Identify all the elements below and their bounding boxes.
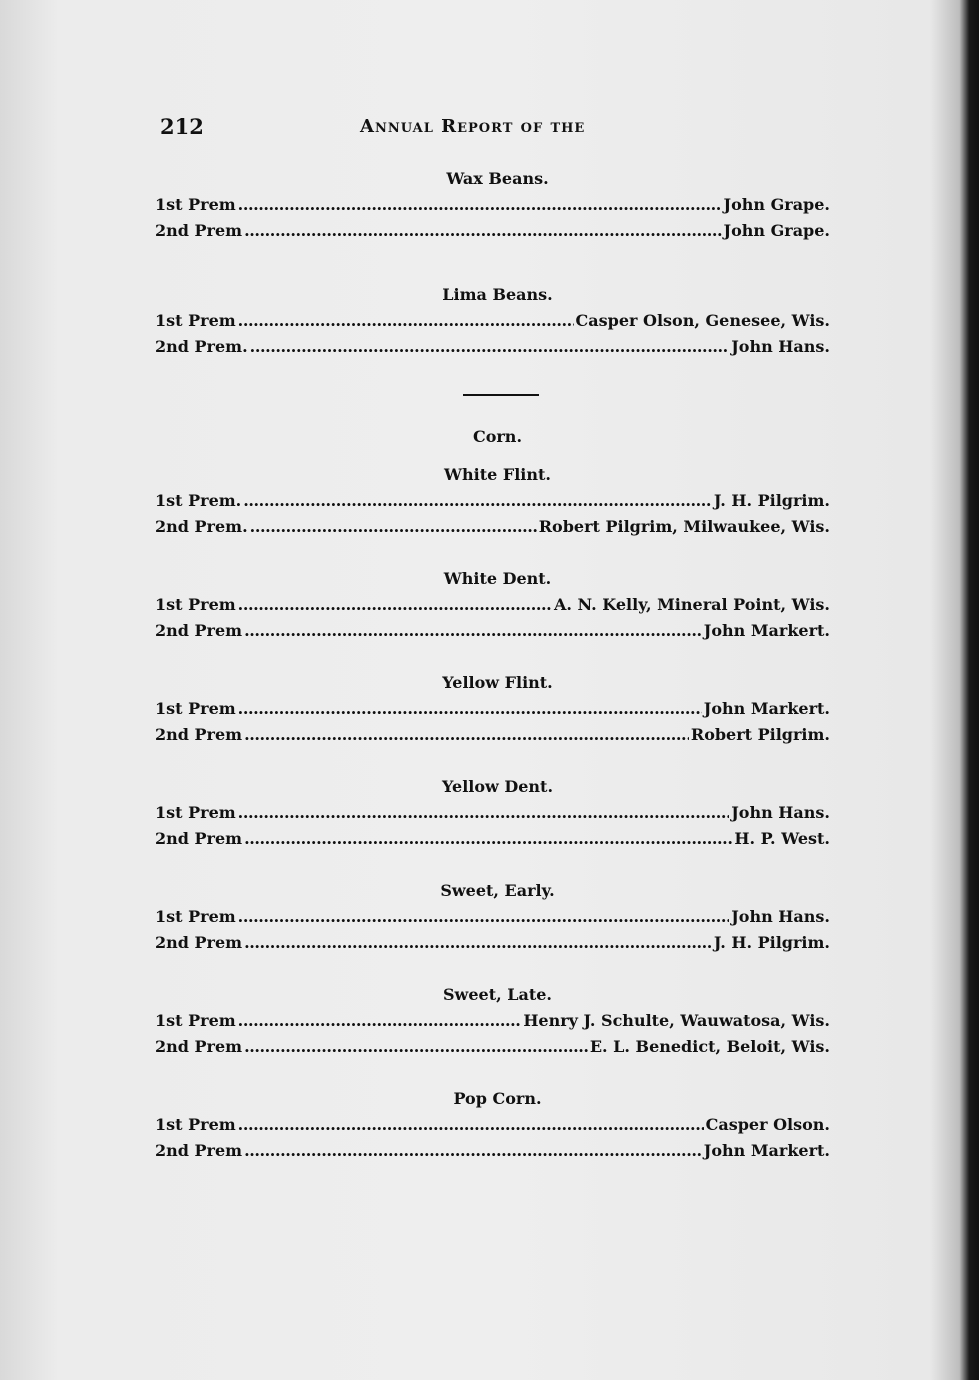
section-wax-beans [155,166,830,244]
dot-leader [244,1034,588,1060]
place-label: 1st Prem [155,1011,236,1030]
winner-name: E. L. Benedict, Beloit, Wis. [589,1037,830,1056]
premium-row [155,1138,830,1164]
place-label: 2nd Prem. [155,517,248,536]
dot-leader [238,904,730,930]
section-heading: Wax Beans. [446,169,549,188]
premium-row [155,592,830,618]
place-label: 1st Prem [155,803,236,822]
dot-leader [243,488,712,514]
winner-name: Casper Olson, Genesee, Wis. [575,311,830,330]
section-heading: Sweet, Late. [443,985,552,1004]
premium-row [155,192,830,218]
premium-row [155,1008,830,1034]
section-heading: White Flint. [444,465,551,484]
dot-leader [238,696,702,722]
section-yellow-flint [155,670,830,748]
winner-name: John Hans. [731,907,830,926]
dot-leader [238,1008,522,1034]
premium-row [155,1112,830,1138]
section-heading: White Dent. [443,569,552,588]
dot-leader [250,334,730,360]
page-number: 212 [160,114,204,139]
place-label: 1st Prem [155,699,236,718]
running-title: Annual Report of the [360,116,586,137]
section-white-flint [155,462,830,540]
section-heading: Lima Beans. [442,285,553,304]
section-lima-beans [155,282,830,360]
premium-list [155,166,830,1164]
winner-name: Casper Olson. [705,1115,830,1134]
premium-row [155,826,830,852]
premium-row [155,618,830,644]
premium-row [155,722,830,748]
dot-leader [244,218,721,244]
section-heading: Pop Corn. [453,1089,542,1108]
premium-row [155,334,830,360]
place-label: 1st Prem [155,195,236,214]
dot-leader [244,1138,702,1164]
premium-row [155,218,830,244]
premium-row [155,514,830,540]
section-white-dent [155,566,830,644]
winner-name: A. N. Kelly, Mineral Point, Wis. [554,595,830,614]
dot-leader [250,514,537,540]
winner-name: John Hans. [731,803,830,822]
place-label: 1st Prem [155,907,236,926]
dot-leader [238,1112,704,1138]
winner-name: Robert Pilgrim. [690,725,830,744]
dot-leader [244,722,689,748]
place-label: 1st Prem [155,1115,236,1134]
place-label: 2nd Prem [155,621,243,640]
winner-name: John Grape. [723,221,830,240]
place-label: 2nd Prem [155,1141,243,1160]
dot-leader [244,618,702,644]
winner-name: John Grape. [723,195,830,214]
section-sweet-late [155,982,830,1060]
section-pop-corn [155,1086,830,1164]
page-header [160,114,830,144]
dot-leader [244,930,712,956]
winner-name: H. P. West. [734,829,830,848]
winner-name: Robert Pilgrim, Milwaukee, Wis. [538,517,830,536]
section-sweet-early [155,878,830,956]
place-label: 1st Prem. [155,491,242,510]
section-heading: Yellow Flint. [442,673,553,692]
winner-name: John Markert. [703,699,830,718]
section-yellow-dent [155,774,830,852]
premium-row [155,1034,830,1060]
winner-name: John Hans. [731,337,830,356]
premium-row [155,696,830,722]
dot-leader [238,592,552,618]
winner-name: John Markert. [703,1141,830,1160]
dot-leader [244,826,732,852]
premium-row [155,930,830,956]
winner-name: J. H. Pilgrim. [713,933,830,952]
section-heading: Sweet, Early. [440,881,555,900]
place-label: 2nd Prem [155,725,243,744]
winner-name: Henry J. Schulte, Wauwatosa, Wis. [523,1011,830,1030]
place-label: 2nd Prem [155,829,243,848]
place-label: 2nd Prem [155,933,243,952]
section-heading: Yellow Dent. [441,777,554,796]
dot-leader [238,308,574,334]
premium-row [155,904,830,930]
place-label: 2nd Prem [155,1037,243,1056]
place-label: 2nd Prem. [155,337,248,356]
dot-leader [238,800,730,826]
winner-name: J. H. Pilgrim. [713,491,830,510]
dot-leader [238,192,722,218]
place-label: 1st Prem [155,595,236,614]
winner-name: John Markert. [703,621,830,640]
section-divider [463,394,539,396]
premium-row [155,800,830,826]
corn-heading: Corn. [472,427,523,446]
premium-row [155,488,830,514]
place-label: 2nd Prem [155,221,243,240]
premium-row [155,308,830,334]
place-label: 1st Prem [155,311,236,330]
